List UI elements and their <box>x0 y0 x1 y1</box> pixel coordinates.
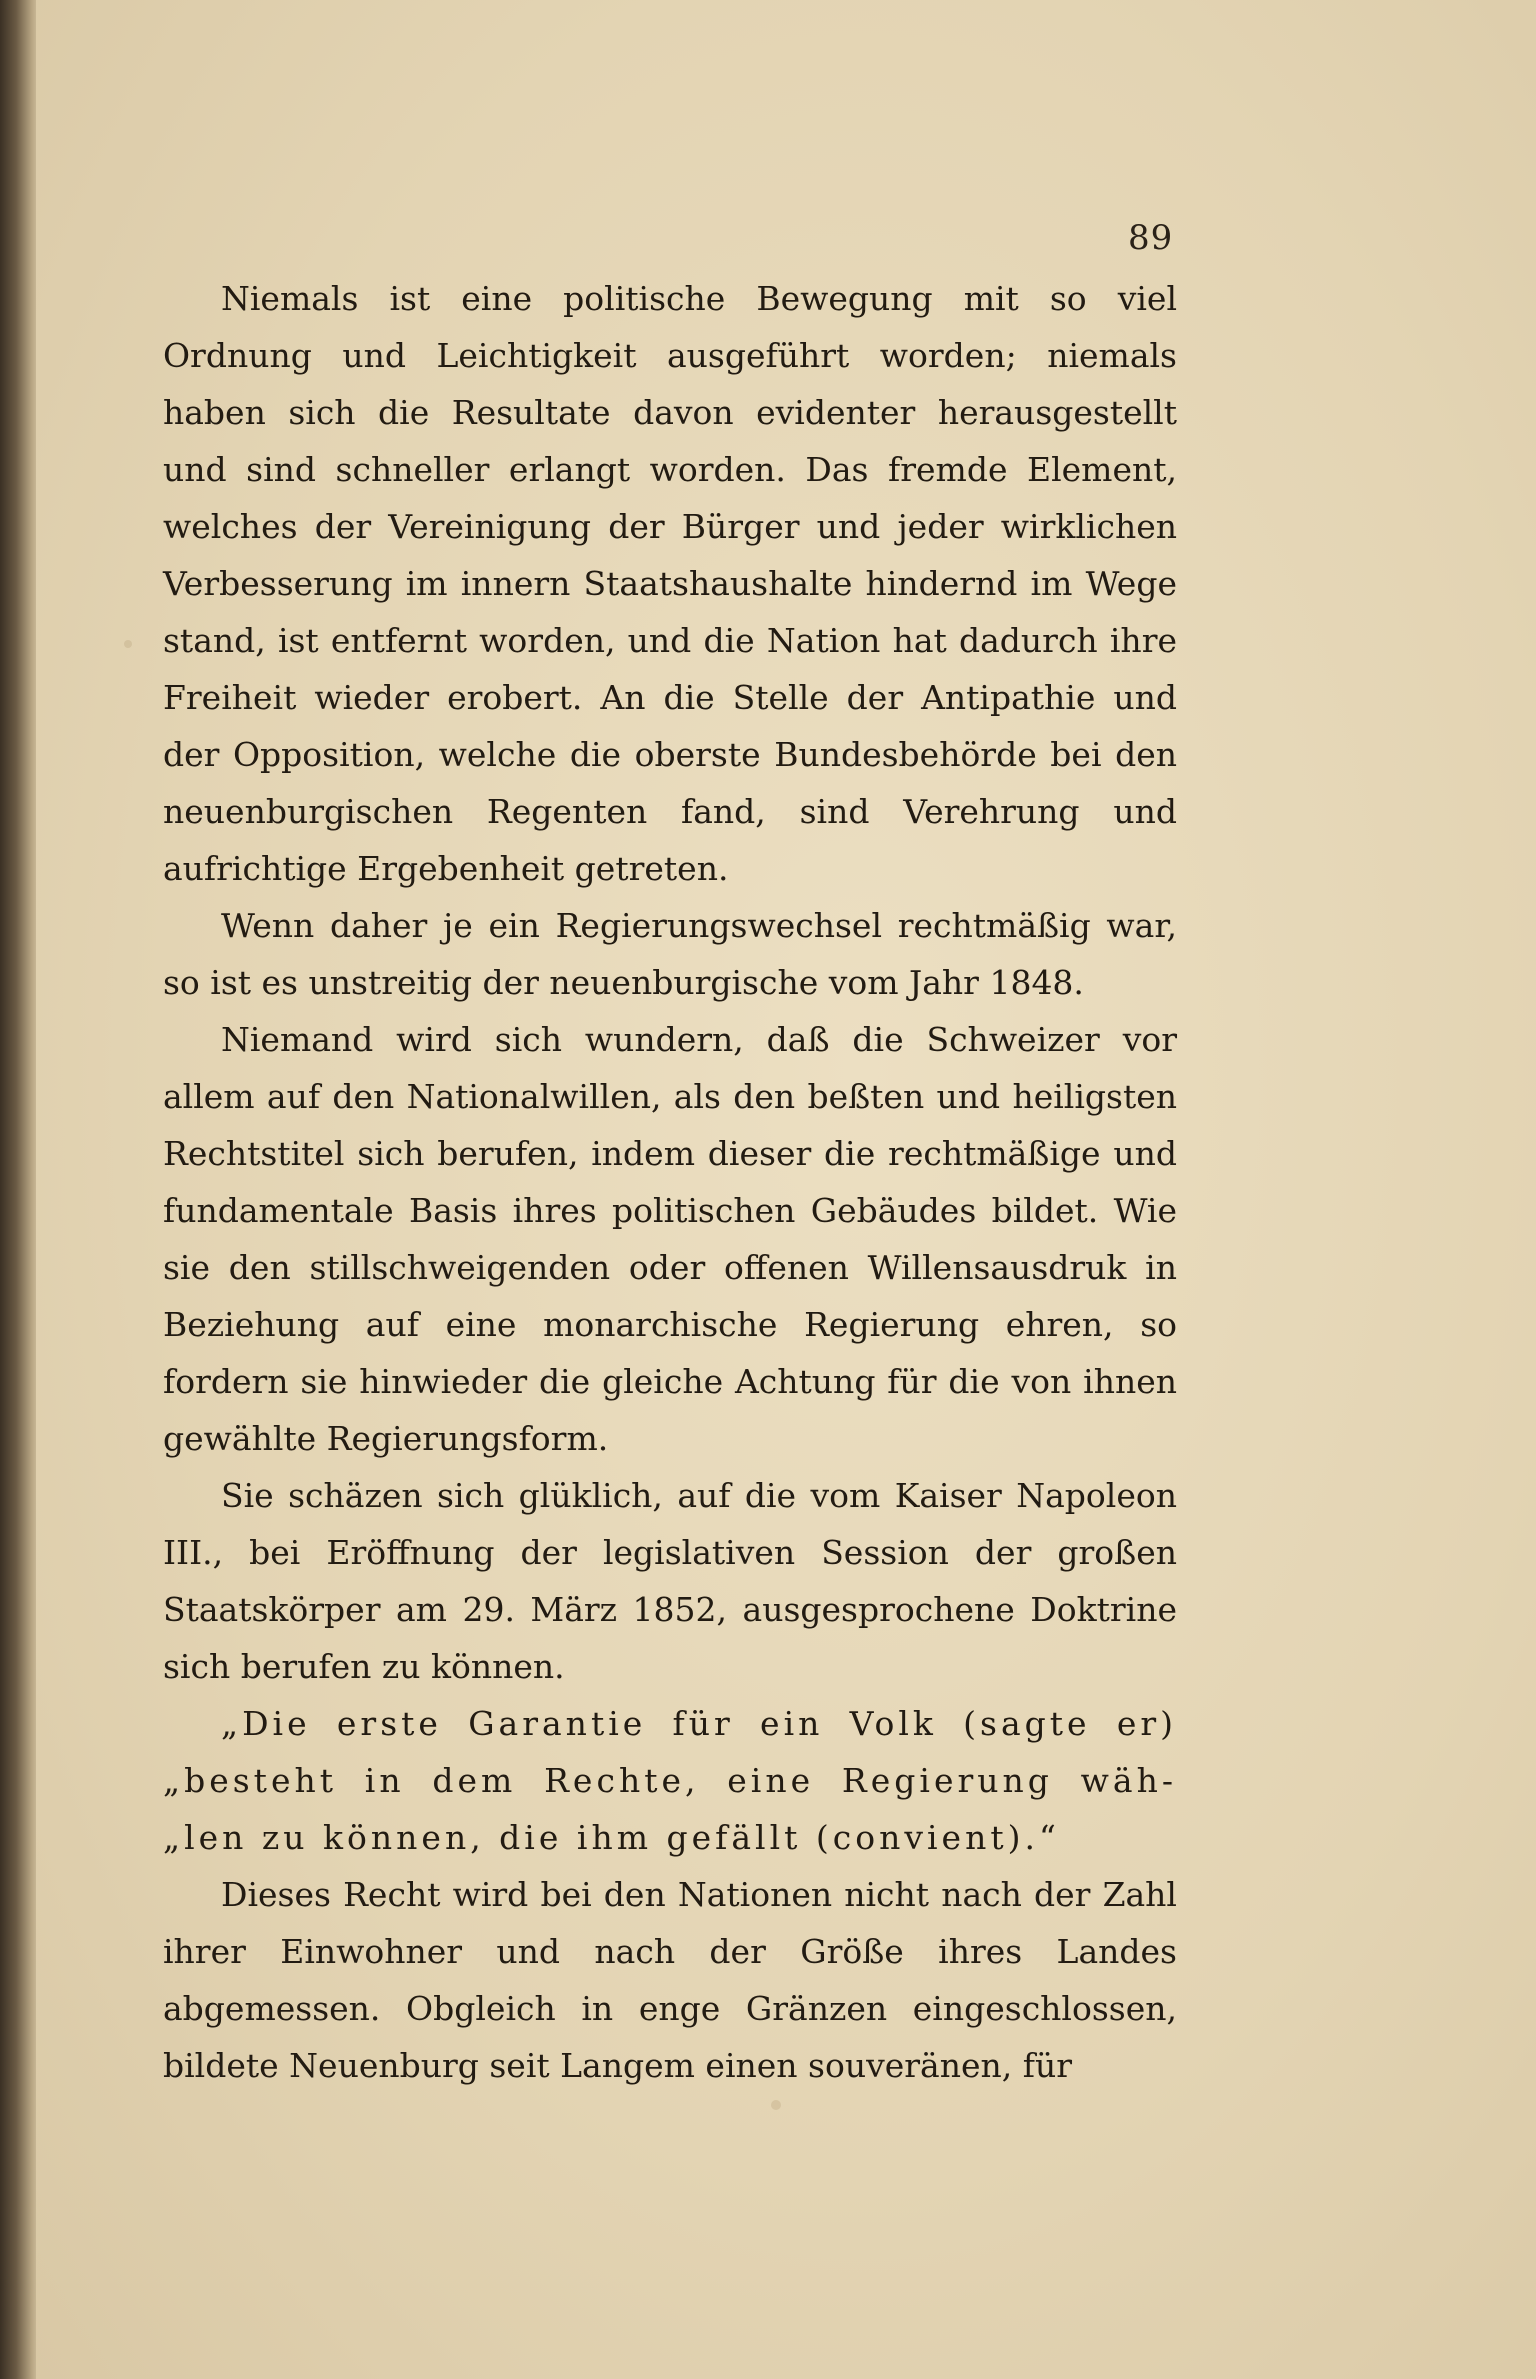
paragraph: Niemals ist eine politische Bewegung mit so viel Ordnung und Leichtigkeit ausgeführt worden; niemals haben sich die Resultate davon evidenter herausgestellt und sind schneller erlangt worden. Das fremde Element, welches der Vereinigung der Bürger und jeder wirklichen Verbesserung im innern Staatshaushalte hindernd im Wege stand, ist entfernt worden, und die Nation hat dadurch ihre Freiheit wieder erobert. An die Stelle der Antipathie und der Opposition, welche die oberste Bundesbehörde bei den neuenburgischen Regenten fand, sind Verehrung und aufrichtige Ergebenheit getreten. <box>163 279 1177 888</box>
paragraph: Niemand wird sich wundern, daß die Schweizer vor allem auf den Nationalwillen, als den beßten und heiligsten Rechtstitel sich berufen, indem dieser die rechtmäßige und fundamentale Basis ihres politischen Gebäudes bildet. Wie sie den stillschweigenden oder offenen Willensausdruk in Beziehung auf eine monarchische Regierung ehren, so fordern sie hinwieder die gleiche Achtung für die von ihnen gewählte Regierungsform. <box>163 1020 1177 1458</box>
page-body-text <box>163 270 1177 2094</box>
paragraph: Wenn daher je ein Regierungswechsel rechtmäßig war, so ist es unstreitig der neuenburgische vom Jahr 1848. <box>163 906 1177 1002</box>
paragraph: Sie schäzen sich glüklich, auf die vom Kaiser Napoleon III., bei Eröffnung der legislativen Session der großen Staatskörper am 29. März 1852, ausgesprochene Doktrine sich berufen zu können. <box>163 1476 1177 1686</box>
paragraph: Dieses Recht wird bei den Nationen nicht nach der Zahl ihrer Einwohner und nach der Größe ihres Landes abgemessen. Obgleich in enge Gränzen eingeschlossen, bildete Neuenburg seit Langem einen souveränen, für <box>163 1875 1177 2085</box>
foxing-spot <box>124 640 132 648</box>
quotation-paragraph: „Die erste Garantie für ein Volk (sagte er) „besteht in dem Rechte, eine Regierung wäh- „len zu können, die ihm gefällt (convient).“ <box>163 1704 1177 1857</box>
book-binding-edge <box>0 0 40 2379</box>
page-number: 89 <box>1128 218 1174 258</box>
foxing-spot <box>771 2100 781 2110</box>
